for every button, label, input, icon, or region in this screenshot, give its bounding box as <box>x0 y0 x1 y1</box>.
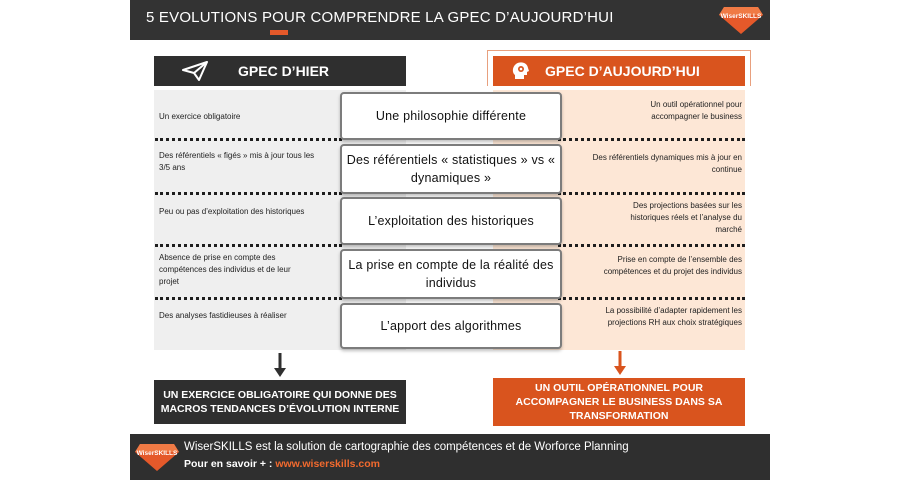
evolution-box: L’exploitation des historiques <box>340 197 562 245</box>
today-item: Prise en compte de l’ensemble des compétences et du projet des individus <box>603 255 742 276</box>
gem-icon <box>718 5 764 35</box>
row-divider <box>558 192 745 195</box>
website-link[interactable]: www.wiserskills.com <box>275 458 380 470</box>
column-title-today: GPEC D’AUJOURD’HUI <box>545 63 700 79</box>
column-header-today <box>493 56 745 86</box>
header-bar <box>130 0 770 40</box>
today-item: Des projections basées sur les historiques réels et l’analyse du marché <box>630 201 742 234</box>
footer-tagline: WiserSKILLS est la solution de cartographie des compétences et de Worforce Planning <box>184 441 629 453</box>
paper-plane-icon <box>182 61 208 84</box>
evolution-box: La prise en compte de la réalité des individus <box>340 249 562 299</box>
yesterday-item: Un exercice obligatoire <box>159 112 241 121</box>
today-item: Des référentiels dynamiques mis à jour en continue <box>592 153 742 174</box>
arrow-down-icon <box>274 353 286 382</box>
footer-brand-name: WiserSKILLS <box>136 450 178 457</box>
footer-brand-logo <box>134 442 180 472</box>
yesterday-item: Absence de prise en compte des compétences des individus et de leur projet <box>159 253 291 286</box>
yesterday-item: Des référentiels « figés » mis à jour tous les 3/5 ans <box>159 151 315 172</box>
conclusion-today-text: UN OUTIL OPÉRATIONNEL POUR ACCOMPAGNER LE BUSINESS DANS SA TRANSFORMATION <box>515 382 723 422</box>
title-accent-bar <box>270 30 288 35</box>
row-divider <box>155 244 342 247</box>
head-gear-icon <box>511 61 531 84</box>
yesterday-item: Des analyses fastidieuses à réaliser <box>159 311 287 320</box>
conclusion-today <box>493 378 745 426</box>
row-divider <box>155 138 342 141</box>
conclusion-yesterday <box>154 380 406 424</box>
footer-more-info <box>184 458 380 470</box>
row-divider <box>155 297 342 300</box>
row-divider <box>558 244 745 247</box>
today-item: La possibilité d’adapter rapidement les projections RH aux choix stratégiques <box>605 306 742 327</box>
page-title: 5 EVOLUTIONS POUR COMPRENDRE LA GPEC D’AUJOURD’HUI <box>146 9 614 26</box>
column-header-yesterday <box>154 56 406 86</box>
footer-bar <box>130 434 770 480</box>
arrow-down-icon <box>614 351 626 380</box>
footer-more-label: Pour en savoir + : <box>184 458 276 470</box>
row-divider <box>155 192 342 195</box>
column-title-yesterday: GPEC D’HIER <box>238 63 330 79</box>
brand-name: WiserSKILLS <box>720 13 762 20</box>
evolution-box: Des référentiels « statistiques » vs « dynamiques » <box>340 144 562 194</box>
evolution-box: Une philosophie différente <box>340 92 562 140</box>
gem-icon <box>134 442 180 472</box>
today-item: Un outil opérationnel pour accompagner le business <box>650 100 742 121</box>
row-divider <box>558 297 745 300</box>
row-divider <box>558 138 745 141</box>
conclusion-yesterday-text: UN EXERCICE OBLIGATOIRE QUI DONNE DES MACROS TENDANCES D’ÉVOLUTION INTERNE <box>160 389 400 415</box>
evolution-box: L’apport des algorithmes <box>340 303 562 349</box>
brand-logo <box>718 5 764 35</box>
yesterday-item: Peu ou pas d’exploitation des historiques <box>159 207 305 216</box>
